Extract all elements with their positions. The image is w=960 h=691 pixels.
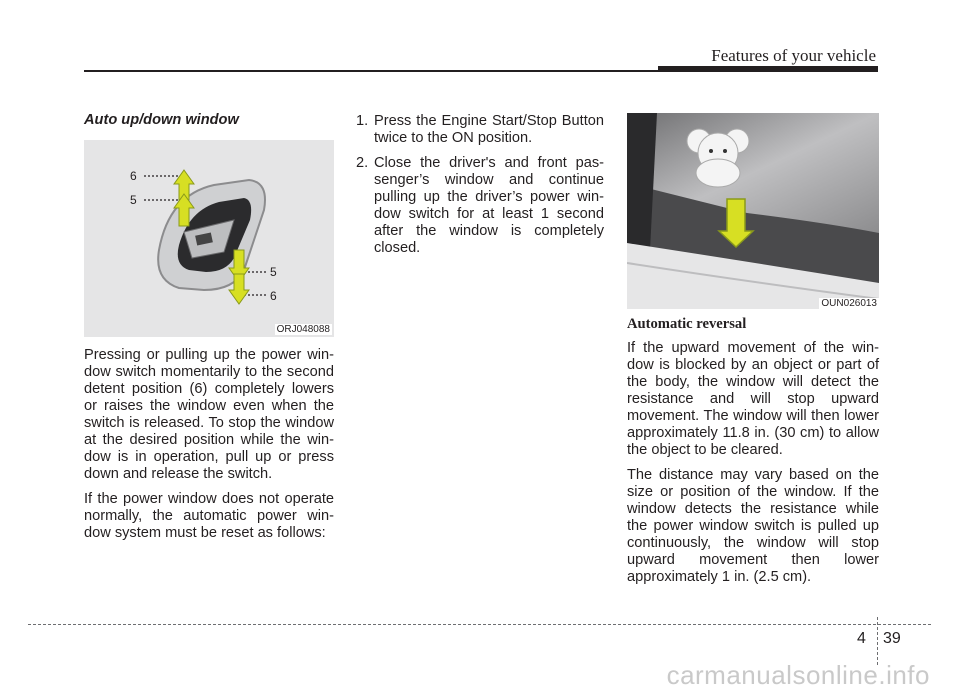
paragraph-auto-window: Pressing or pulling up the power win-dow switch momentarily to the second detent position (6) completely lowers or raises the window even when the switch is released. To stop the window at the desired position while the win-dow is in operation, pull up or press down and release the switch. bbox=[84, 347, 334, 482]
paragraph-reversal-2: The distance may vary based on the size or position of the window. If the window detects the resistance while the power window switch is pulled up continuously, the window will stop upward movement then lower approximately 1 in. (2.5 cm). bbox=[627, 467, 879, 585]
step-text: Press the Engine Start/Stop Button twice to the ON position. bbox=[374, 113, 604, 146]
watermark: carmanualsonline.info bbox=[666, 660, 930, 690]
paragraph-reversal-1: If the upward movement of the win-dow is blocked by an object or part of the body, the window will detect the resistance and will stop upward movement. The window will then lower approximately 11.8 in. (30 cm) to allow the object to be cleared. bbox=[627, 340, 879, 458]
left-column bbox=[84, 112, 334, 142]
header-rule-accent bbox=[658, 66, 878, 72]
label-top-lower: 5 bbox=[130, 193, 137, 207]
step-number: 2. bbox=[356, 155, 369, 171]
reset-steps bbox=[356, 113, 604, 257]
step-number: 1. bbox=[356, 113, 369, 129]
right-column bbox=[627, 316, 879, 594]
label-bottom-lower: 6 bbox=[270, 289, 277, 303]
automatic-reversal-figure bbox=[627, 113, 879, 309]
left-column-body bbox=[84, 347, 334, 550]
footer-rule bbox=[28, 624, 931, 625]
page-number-divider bbox=[877, 617, 878, 665]
label-bottom-upper: 5 bbox=[270, 265, 277, 279]
label-top-upper: 6 bbox=[130, 169, 137, 183]
page-number: 39 bbox=[883, 630, 901, 647]
automatic-reversal-title: Automatic reversal bbox=[627, 316, 747, 332]
section-title: Auto up/down window bbox=[84, 112, 239, 128]
figure-code: ORJ048088 bbox=[276, 324, 330, 335]
page-header-title: Features of your vehicle bbox=[711, 46, 876, 65]
figure-code: OUN026013 bbox=[821, 298, 877, 309]
car-window-illustration bbox=[627, 113, 879, 309]
middle-column bbox=[356, 113, 604, 265]
step-text: Close the driver's and front pas-senger’s window and continue pulling up the driver’s power win-dow switch for at least 1 second after the window is completely closed. bbox=[374, 155, 604, 256]
window-switch-illustration bbox=[84, 140, 334, 337]
window-switch-figure bbox=[84, 140, 334, 337]
paragraph-reset-intro: If the power window does not operate normally, the automatic power win-dow system must be reset as follows: bbox=[84, 491, 334, 541]
step-item bbox=[356, 155, 604, 257]
step-item bbox=[356, 113, 604, 147]
chapter-number: 4 bbox=[857, 630, 866, 647]
